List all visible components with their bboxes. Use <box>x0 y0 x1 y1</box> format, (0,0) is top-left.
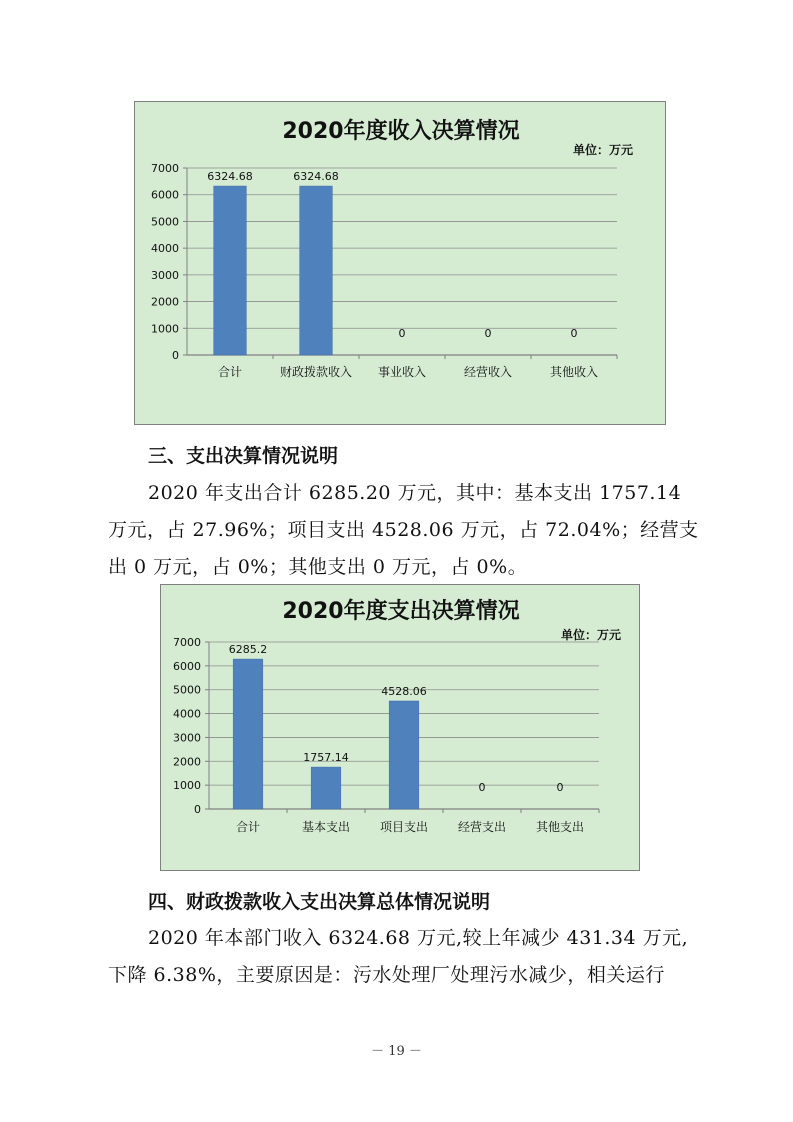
income-y-tick-label: 4000 <box>151 242 179 256</box>
expenditure-bar <box>233 659 263 809</box>
expenditure-y-tick-label: 4000 <box>173 707 201 721</box>
expenditure-y-tick-label: 5000 <box>173 683 201 697</box>
expenditure-y-tick-label: 1000 <box>173 779 201 793</box>
expenditure-category-label: 其他支出 <box>535 820 585 834</box>
income-y-tick-label: 2000 <box>151 295 179 309</box>
income-category-label: 合计 <box>217 365 243 379</box>
income-y-tick-label: 3000 <box>151 268 179 282</box>
section3-heading: 三、支出决算情况说明 <box>148 445 339 467</box>
section3-line-3: 出 0 万元，占 0%；其他支出 0 万元，占 0%。 <box>108 556 528 578</box>
income-y-tick-label: 6000 <box>151 188 179 202</box>
income-chart-unit: 单位：万元 <box>572 143 633 157</box>
section3-line-2: 万元，占 27.96%；项目支出 4528.06 万元，占 72.04%；经营支 <box>108 519 699 541</box>
income-data-label: 0 <box>570 327 578 340</box>
income-bar <box>214 186 247 355</box>
section3-line-1: 2020 年支出合计 6285.20 万元，其中：基本支出 1757.14 <box>148 482 682 504</box>
expenditure-y-tick-label: 7000 <box>173 636 201 649</box>
expenditure-chart-title: 2020年度支出决算情况 <box>282 599 520 624</box>
page-number: － 19 － <box>371 1044 422 1059</box>
income-y-tick-label: 0 <box>172 349 179 362</box>
expenditure-bar <box>311 767 341 809</box>
expenditure-data-label: 0 <box>478 781 486 794</box>
income-data-label: 6324.68 <box>293 170 339 184</box>
expenditure-chart-svg <box>161 585 641 872</box>
income-category-label: 经营收入 <box>463 365 513 379</box>
income-data-label: 0 <box>484 327 492 340</box>
income-y-tick-label: 1000 <box>151 322 179 336</box>
income-category-label: 事业收入 <box>377 365 427 379</box>
income-y-tick-label: 5000 <box>151 215 179 229</box>
expenditure-y-tick-label: 2000 <box>173 755 201 769</box>
expenditure-category-label: 基本支出 <box>301 820 351 834</box>
expenditure-data-label: 1757.14 <box>303 751 349 765</box>
section4-heading: 四、财政拨款收入支出决算总体情况说明 <box>148 891 491 913</box>
income-category-label: 财政拨款收入 <box>279 365 353 379</box>
expenditure-chart-unit: 单位：万元 <box>560 628 621 642</box>
expenditure-data-label: 0 <box>556 781 564 794</box>
income-chart-svg <box>135 102 667 426</box>
income-category-label: 其他收入 <box>549 365 599 379</box>
expenditure-category-label: 项目支出 <box>379 820 429 834</box>
section4-line-1: 2020 年本部门收入 6324.68 万元,较上年减少 431.34 万元, <box>148 927 689 949</box>
expenditure-bar <box>389 701 419 809</box>
expenditure-data-label: 4528.06 <box>381 684 427 698</box>
expenditure-y-tick-label: 3000 <box>173 731 201 745</box>
expenditure-chart <box>160 584 640 871</box>
expenditure-y-tick-label: 6000 <box>173 659 201 673</box>
expenditure-category-label: 经营支出 <box>457 820 507 834</box>
section4-line-2: 下降 6.38%，主要原因是：污水处理厂处理污水减少，相关运行 <box>108 964 665 986</box>
income-y-tick-label: 7000 <box>151 162 179 175</box>
income-chart <box>134 101 666 425</box>
income-chart-title: 2020年度收入决算情况 <box>282 119 520 144</box>
income-data-label: 0 <box>398 327 406 340</box>
expenditure-y-tick-label: 0 <box>194 803 201 816</box>
expenditure-data-label: 6285.2 <box>228 643 268 657</box>
income-bar <box>300 186 333 355</box>
expenditure-category-label: 合计 <box>235 820 261 834</box>
income-data-label: 6324.68 <box>207 170 253 184</box>
